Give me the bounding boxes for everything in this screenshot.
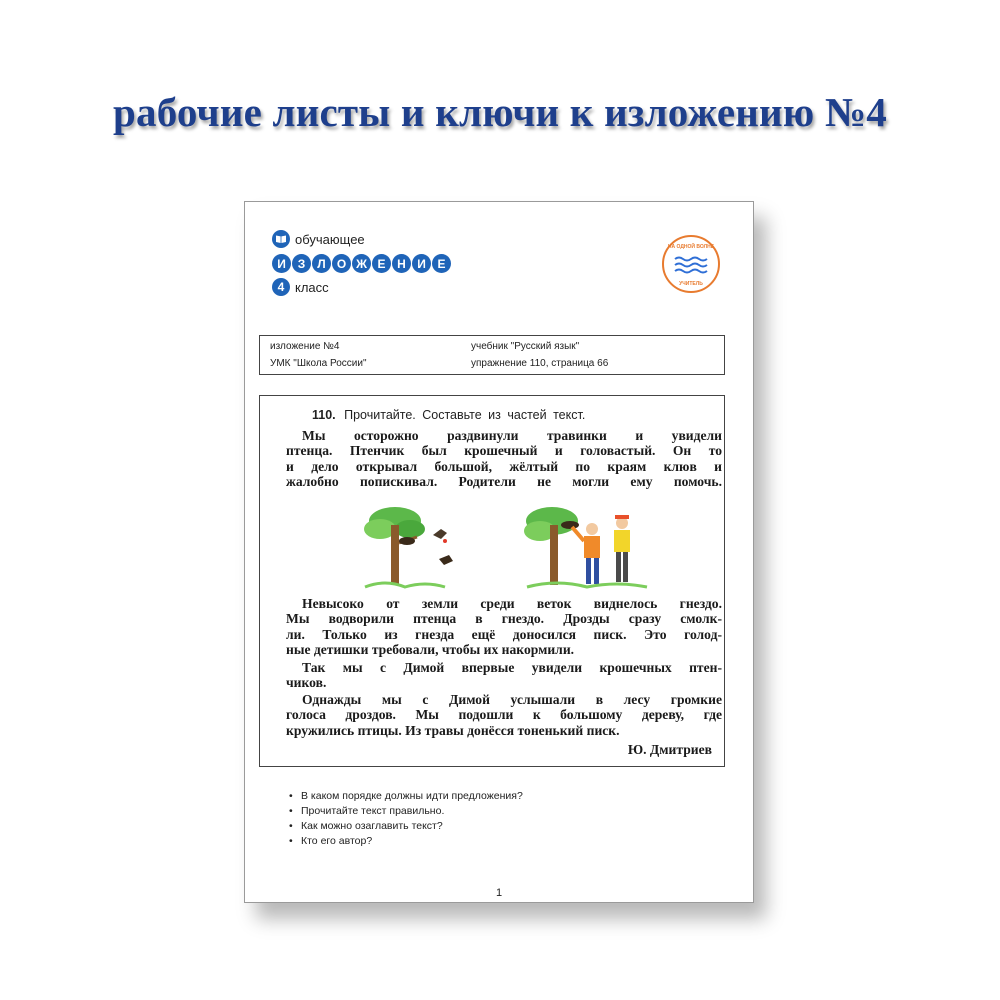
- exercise-heading: [312, 408, 585, 422]
- info-essay-number: изложение №4: [270, 341, 340, 352]
- brand-block: [272, 228, 452, 296]
- text-line: птенца. Птенчик был крошечный и головастый. Он то: [286, 443, 722, 459]
- brand-letter: Е: [372, 254, 391, 273]
- text-line: Мы осторожно раздвинули травинки и увидели: [302, 428, 722, 443]
- page-headline: рабочие листы и ключи к изложению №4: [113, 89, 887, 135]
- grade-badge: 4: [272, 278, 290, 296]
- text-line: жалобно попискивал. Родители не могли ему помочь.: [286, 473, 722, 489]
- info-textbook: учебник "Русский язык": [471, 341, 580, 352]
- paragraph-4: [286, 692, 722, 738]
- paragraph-1: [286, 428, 722, 489]
- grade-label: класс: [295, 279, 329, 295]
- questions-list: [289, 789, 523, 849]
- question-text: Как можно озаглавить текст?: [301, 820, 443, 832]
- exercise-box: [259, 395, 725, 767]
- text-line: ли. Только из гнезда ещё доносился писк. Это голод-: [286, 626, 722, 642]
- info-box: [259, 335, 725, 375]
- list-item: • В каком порядке должны идти предложения?: [289, 790, 523, 802]
- brand-letter: З: [292, 254, 311, 273]
- text-line: Однажды мы с Димой услышали в лесу громкие: [302, 692, 722, 707]
- brand-letter: Н: [392, 254, 411, 273]
- boys-tree-illustration: [522, 501, 672, 591]
- text-line: ные детишки требовали, чтобы их накормили.: [286, 641, 575, 657]
- brand-letter: Ж: [352, 254, 371, 273]
- logo-bottom-text: УЧИТЕЛЬ: [679, 281, 703, 287]
- brand-top-label: обучающее: [295, 231, 365, 247]
- text-line: Невысоко от земли среди веток виднелось гнездо.: [302, 596, 722, 611]
- question-text: В каком порядке должны идти предложения?: [301, 790, 523, 802]
- text-line: чиков.: [286, 675, 327, 691]
- brand-letter: И: [412, 254, 431, 273]
- author: Ю. Дмитриев: [627, 742, 712, 757]
- text-line: Мы водворили птенца в гнездо. Дрозды сразу смолк-: [286, 611, 722, 627]
- tree-birds-illustration: [355, 501, 485, 591]
- exercise-instruction: Прочитайте. Составьте из частей текст.: [344, 408, 586, 422]
- text-line: голоса дроздов. Мы подошли к большому дереву, где: [286, 707, 722, 723]
- question-text: Прочитайте текст правильно.: [301, 805, 445, 817]
- brand-letter: И: [272, 254, 291, 273]
- text-line: Так мы с Димой впервые увидели крошечных птен-: [302, 660, 722, 675]
- list-item: • Как можно озаглавить текст?: [289, 820, 443, 832]
- exercise-number: 110.: [312, 408, 336, 422]
- list-item: • Кто его автор?: [289, 835, 373, 847]
- book-icon: [272, 230, 290, 248]
- logo-top-text: НА ОДНОЙ ВОЛНЕ: [667, 244, 715, 250]
- text-line: и дело открывал большой, жёлтый по краям клюв и: [286, 458, 722, 474]
- paragraph-2: [286, 596, 722, 657]
- info-umk: УМК "Школа России": [270, 358, 367, 369]
- brand-word: [272, 254, 452, 273]
- question-text: Кто его автор?: [301, 835, 373, 847]
- list-item: • Прочитайте текст правильно.: [289, 805, 445, 817]
- worksheet-page: [244, 201, 754, 903]
- paragraph-3: [286, 660, 722, 691]
- info-exercise-ref: упражнение 110, страница 66: [471, 358, 609, 369]
- page-number: 1: [495, 887, 503, 899]
- waves-icon: [674, 255, 708, 277]
- text-line: кружились птицы. Из травы донёсся тоненький писк.: [286, 722, 620, 738]
- teacher-logo: [662, 235, 720, 293]
- brand-letter: Е: [432, 254, 451, 273]
- brand-letter: Л: [312, 254, 331, 273]
- brand-letter: О: [332, 254, 351, 273]
